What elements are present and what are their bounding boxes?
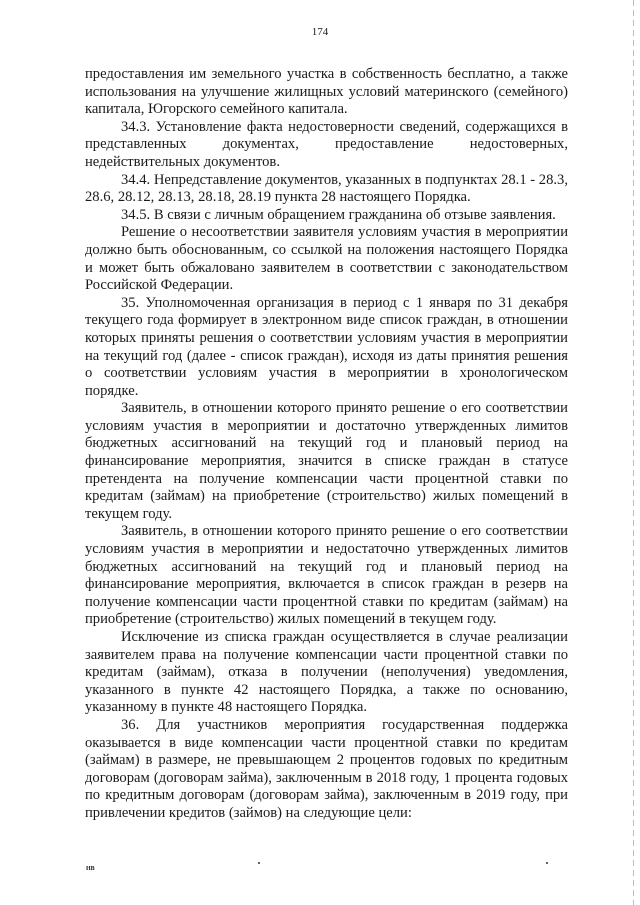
scan-speck (258, 862, 260, 864)
page-number: 174 (311, 26, 329, 38)
paragraph-continuation: предоставления им земельного участка в собственность бесплатно, а также использования на улучшение жилищных условий материнского (семейного) капитала, Югорского семейного капитала. (85, 66, 568, 118)
paragraph-applicant-insufficient: Заявитель, в отношении которого принято решение о его соответствии условиям участия в мероприятии и недостаточно утвержденных лимитов бюджетных ассигнований на текущий год и плановый период на финансирование мероприятия, включается в список граждан в резерв на получение компенсации части процентной ставки по кредитам (займам) на приобретение (строительство) жилых помещений в текущем году. (85, 523, 568, 628)
document-body (85, 66, 568, 823)
scan-speck (546, 862, 548, 864)
scan-edge (633, 0, 634, 905)
paragraph-34-3: 34.3. Установление факта недостоверности сведений, содержащихся в представленных документах, предоставление недостоверных, недействительных документов. (85, 118, 568, 170)
paragraph-exclusion: Исключение из списка граждан осуществляется в случае реализации заявителем права на получение компенсации части процентной ставки по кредитам (займам), отказа в получении (неполучения) уведомления, указанного в пункте 42 настоящего Порядка, а также по основанию, указанному в пункте 48 настоящего Порядка. (85, 629, 568, 716)
paragraph-34-5: 34.5. В связи с личным обращением гражданина об отзыве заявления. (121, 206, 556, 223)
paragraph-35: 35. Уполномоченная организация в период с 1 января по 31 декабря текущего года формирует в электронном виде список граждан, в отношении которых приняты решения о соответствии условиям участия в мероприятии на текущий год (далее - список граждан), исходя из даты принятия решения о соответствии условиям участия в мероприятии в хронологическом порядке. (85, 294, 568, 399)
paragraph-applicant-sufficient: Заявитель, в отношении которого принято решение о его соответствии условиям участия в мероприятии и достаточно утвержденных лимитов бюджетных ассигнований на текущий год и плановый период на финансирование мероприятия, значится в списке граждан в статусе претендента на получение компенсации части процентной ставки по кредитам (займам) на приобретение (строительство) жилых помещений в текущем году. (85, 400, 568, 522)
paragraph-34-4: 34.4. Непредставление документов, указанных в подпунктах 28.1 - 28.3, 28.6, 28.12, 28.13, 28.18, 28.19 пункта 28 настоящего Порядка. (85, 171, 568, 206)
paragraph-decision: Решение о несоответствии заявителя условиям участия в мероприятии должно быть обоснованным, со ссылкой на положения настоящего Порядка и может быть обжаловано заявителем в соответствии с законодательством Российской Федерации. (85, 224, 568, 294)
footer-code: НВ (86, 866, 95, 872)
paragraph-36: 36. Для участников мероприятия государственная поддержка оказывается в виде компенсации части процентной ставки по кредитам (займам) в размере, не превышающем 2 процентов годовых по кредитным договорам (договорам займа), заключенным в 2018 году, 1 процента годовых по кредитным договорам (договорам займа), заключенным в 2019 году, при привлечении кредитов (займов) на следующие цели: (85, 716, 568, 821)
